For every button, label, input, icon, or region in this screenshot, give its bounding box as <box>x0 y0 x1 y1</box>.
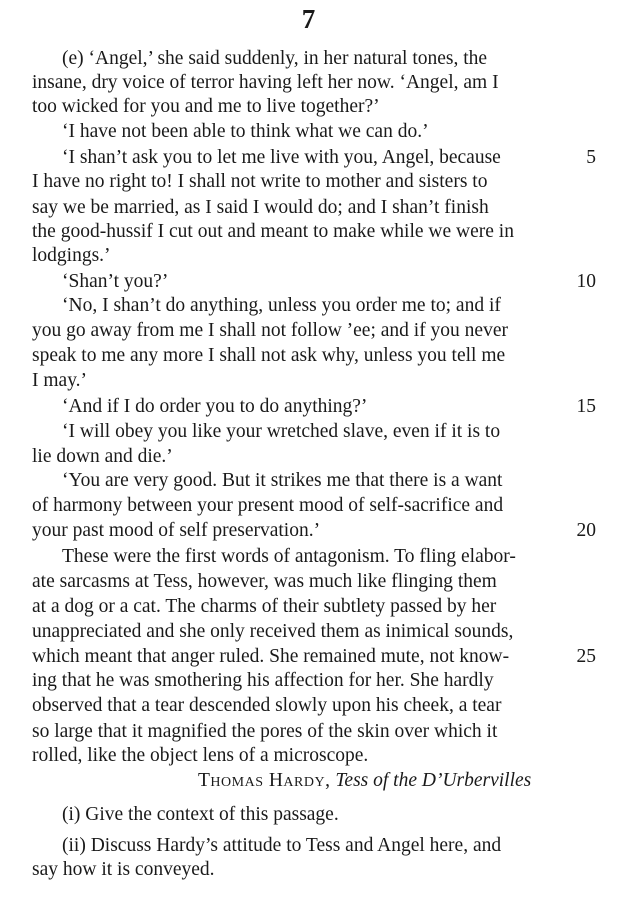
passage-line: ‘Shan’t you?’ <box>62 271 169 292</box>
passage-line: ‘I shan’t ask you to let me live with you, Angel, because <box>62 147 501 168</box>
source-attribution <box>198 769 531 793</box>
passage-line: ‘I have not been able to think what we can do.’ <box>62 121 429 142</box>
line-number: 20 <box>576 520 596 541</box>
passage-line: rolled, like the object lens of a microscope. <box>32 745 369 766</box>
passage-line: speak to me any more I shall not ask why, unless you tell me <box>32 345 506 366</box>
passage-line: insane, dry voice of terror having left her now. ‘Angel, am I <box>32 72 499 93</box>
passage-line: of harmony between your present mood of self-sacrifice and <box>32 495 504 516</box>
question-line: (ii) Discuss Hardy’s attitude to Tess and Angel here, and <box>62 835 502 856</box>
passage-line: ‘You are very good. But it strikes me that there is a want <box>62 470 503 491</box>
passage-line: ing that he was smothering his affection for her. She hardly <box>32 670 494 691</box>
passage-line: lodgings.’ <box>32 245 111 266</box>
line-number: 25 <box>576 646 596 667</box>
passage-line: which meant that anger ruled. She remained mute, not know- <box>32 646 510 667</box>
author-name: Thomas Hardy, <box>198 770 331 791</box>
passage-line: (e) ‘Angel,’ she said suddenly, in her natural tones, the <box>62 48 488 69</box>
page-number: 7 <box>301 4 316 34</box>
line-number: 5 <box>586 147 596 168</box>
passage-line: lie down and die.’ <box>32 446 173 467</box>
question-line: (i) Give the context of this passage. <box>62 804 339 825</box>
passage-line: at a dog or a cat. The charms of their subtlety passed by her <box>32 596 497 617</box>
passage-line: unappreciated and she only received them as inimical sounds, <box>32 621 514 642</box>
passage-line: I may.’ <box>32 370 88 391</box>
passage-line: ‘I will obey you like your wretched slave, even if it is to <box>62 421 501 442</box>
work-title: Tess of the D’Urbervilles <box>335 770 532 791</box>
passage-line: you go away from me I shall not follow ’ee; and if you never <box>32 320 508 341</box>
passage-line: I have no right to! I shall not write to mother and sisters to <box>32 171 488 192</box>
passage-line: ‘No, I shan’t do anything, unless you order me to; and if <box>62 295 501 316</box>
passage-line: so large that it magnified the pores of the skin over which it <box>32 721 498 742</box>
line-number: 10 <box>576 271 596 292</box>
line-number: 15 <box>576 396 596 417</box>
passage-line: the good-hussif I cut out and meant to make while we were in <box>32 221 514 242</box>
passage-line: These were the first words of antagonism. To fling elabor- <box>62 546 516 567</box>
passage-line: too wicked for you and me to live together?’ <box>32 96 380 117</box>
passage-line: your past mood of self preservation.’ <box>32 520 321 541</box>
passage-line: ate sarcasms at Tess, however, was much like flinging them <box>32 571 497 592</box>
passage-line: say we be married, as I said I would do; and I shan’t finish <box>32 197 489 218</box>
passage-line: ‘And if I do order you to do anything?’ <box>62 396 368 417</box>
passage-line: observed that a tear descended slowly upon his cheek, a tear <box>32 695 502 716</box>
question-line: say how it is conveyed. <box>32 859 215 880</box>
